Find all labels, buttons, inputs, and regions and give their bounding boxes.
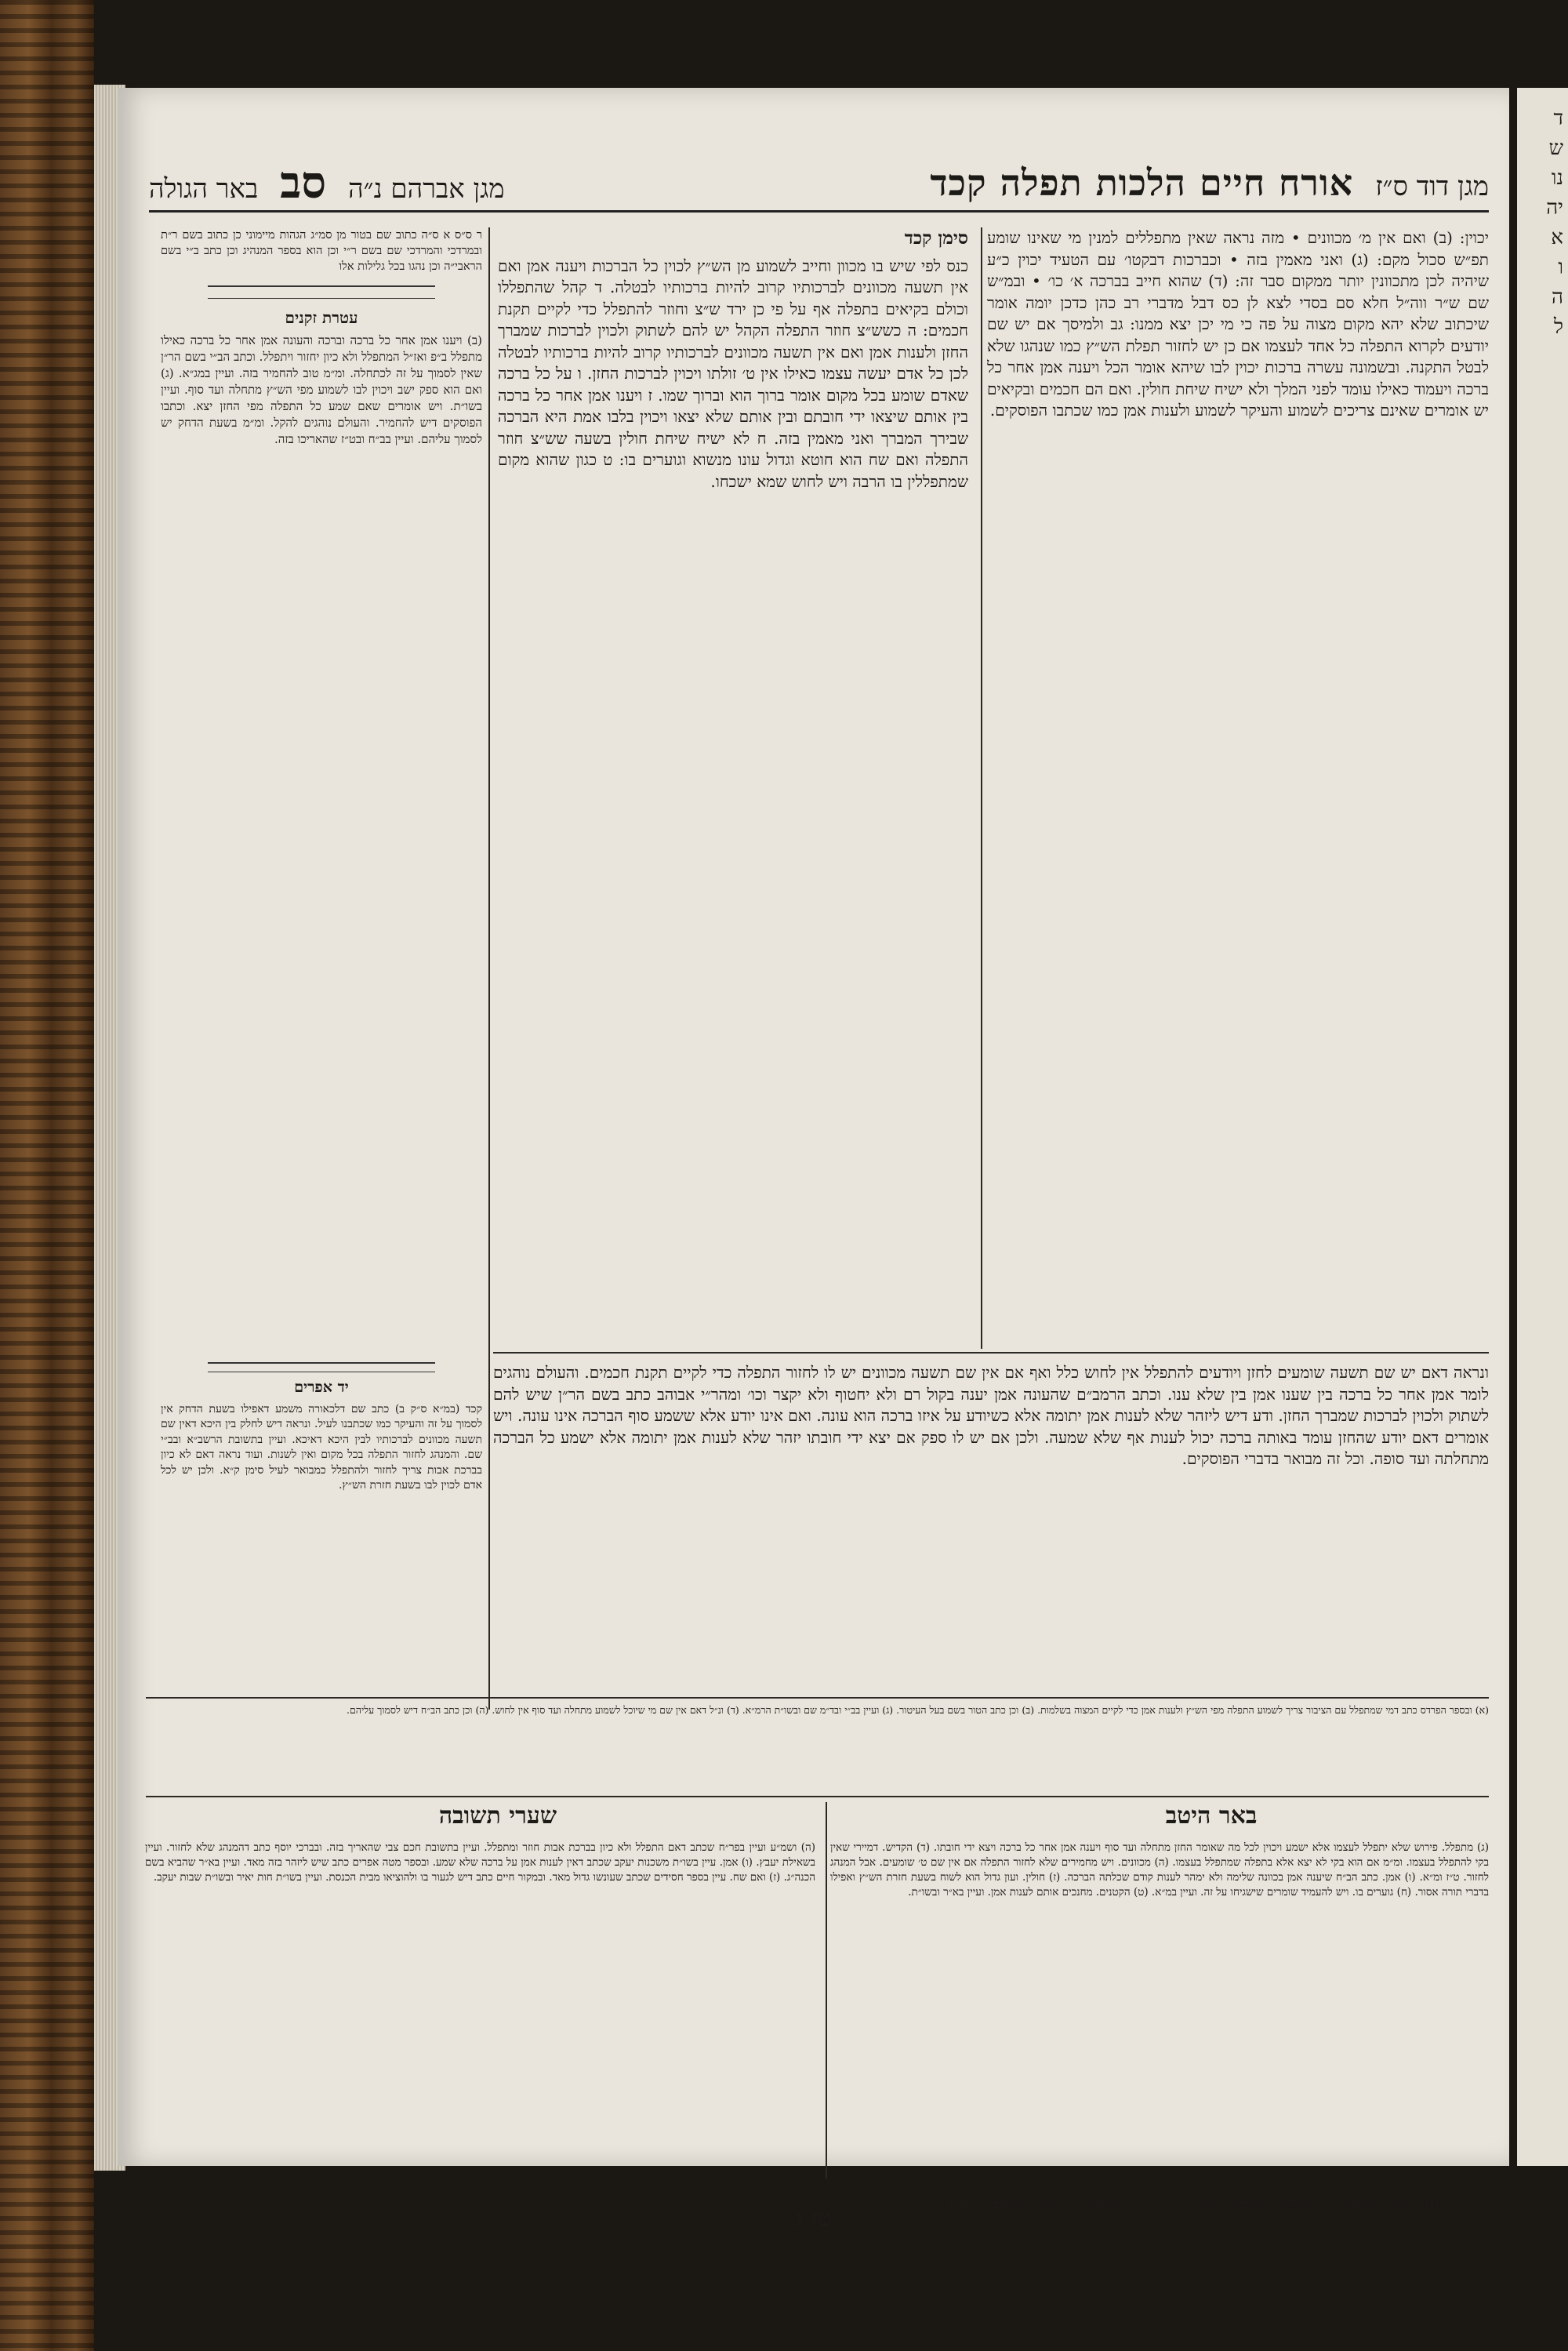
header-right-label: מגן דוד ס״ז <box>1375 171 1489 202</box>
ornament-divider <box>208 285 435 299</box>
footnotes-block <box>146 1703 1489 1790</box>
beer-heitev-text: (ג) מתפלל. פירוש שלא יתפלל לעצמו אלא ישמע ויכוין לכל מה שאומר החזן מתחלה ועד סוף ויענה אמן אחר כל ברכה ויצא ידי חובתו. (ד) הקדיש. דמיירי שאין בקי להתפלל בעצמו. ומ״מ אם הוא בקי לא יצא אלא בתפלה שמתפלל בעצמו. (ה) מכוונים. ויש מחמירים שלא לחזור התפלה אם אין שם ט׳ שומעים. אבל המנהג לחזור. ט״ז ומ״א. (ו) אמן. כתב הב״ח שיענה אמן בכוונה שלימה ולא ימהר לענות קודם שכלתה הברכה. (ז) חולין. ועון גדול הוא לשוח בשעת חזרת הש״ץ ואפילו בדברי תורה אסור. (ח) גוערים בו. ויש להעמיד שומרים שישגיחו על זה. ועיין במ״א. (ט) הקטנים. מחנכים אותם לענות אמן. ועיין בא״ר ובשו״ת. <box>830 1841 1489 1899</box>
main-text-middle-column <box>498 227 968 1349</box>
main-text-right-column <box>987 227 1489 1349</box>
ateret-zekenim-heading: עטרת זקנים <box>285 308 358 327</box>
section-divider <box>493 1352 1489 1354</box>
page-number: סב <box>280 157 327 209</box>
column-divider <box>981 227 982 1349</box>
header-right-group <box>930 162 1489 204</box>
yad-efraim-heading: יד אפרים <box>294 1379 349 1396</box>
ornament-divider <box>208 1362 435 1372</box>
column-divider <box>826 1802 827 2178</box>
header-center-label: מגן אברהם נ״ה <box>348 173 505 205</box>
adjacent-page-text: ד ש נו יה א ו ה ל <box>1546 107 1563 339</box>
yad-efraim-column <box>161 1362 482 1707</box>
side-commentary-column <box>161 227 482 1357</box>
column-divider <box>488 227 490 1710</box>
section-divider <box>146 1796 1489 1797</box>
page-header <box>149 155 1489 213</box>
side-top-text: ר ס״ס א ס״ה כתוב שם בטור מן סמ״ג הגהות מיימוני כן כתוב בשם ר״ת ובמרדכי והמרדכי שם בשם ר״י וכן הוא בספר המנהיג וכן כתב ב״י בשם הראבי״ה וכן נהגו בכל גלילות אלו <box>161 229 482 273</box>
shaarei-teshuva-text: (ה) ושמ״ע ועיין בפר״ח שכתב דאם התפלל ולא כיון בברכת אבות חוזר ומתפלל. ועיין בתשובת חכם צבי שהאריך בזה. ובברכי יוסף כתב דהמנהג שלא לחזור. ועיין בשאילת יעבץ. (ו) אמן. עיין בשו״ת משכנות יעקב שכתב דאין לענות אמן על ברכה שלא שמע. ובספר מטה אפרים כתב שיש ליזהר בזה מאד. ועיין בא״ר שהביא בשם הכנה״ג. (ז) ואם שח. עיין בספר חסידים שכתב שעונשו גדול מאד. ובמקור חיים כתב דיש לגעור בו ולהוציאו מבית הכנסת. ועיין בשו״ת חות יאיר ובשו״ת שבות יעקב. <box>145 1841 815 1884</box>
lower-main-text <box>493 1362 1489 1691</box>
shaarei-teshuva-title: שערי תשובה <box>438 1802 557 1830</box>
page-title: אורח חיים הלכות תפלה קכד <box>930 162 1354 204</box>
book-page <box>118 88 1509 2233</box>
main-right-text: יכוין: (ב) ואם אין מ׳ מכוונים • מזה נראה שאין מתפללים למנין מי שאינו שומע תפ״ש סכול מקם: (ג) ואני מאמין בזה • וכברכות דבקטו׳ עם הטעיד יכוין כ״ע שיהיה לכן מתכוונין יותר ממקום סבר זה: (ד) שהוא חייב בברכה א׳ כו׳ • ובמ״ש שם ש״ר ווה״ל חלא סם בסדי לצא לן כס דבל מדברי רב כהן כדכן יומה אומר שיכתוב שלא יהא מקום מצוה על פה כי מי יכן יצא ממנו: גב ולמיסך אם יש שם יודעים לקרוא התפלה כל אחד לעצמו אם כן יש לחזור תפלת הש״ץ כמו שנהגו שלא לבטל התקנה. ובשמונה עשרה ברכות יכוין לבו שיהא אומר הכל ויענה אמן אחר כל ברכה ויעמוד כאילו עומד לפני המלך ולא ישיח שיחת חולין. ואם הם חכמים ובקיאים יש אומרים שאינם צריכים לשמוע והעיקר לשמוע ולענות אמן כמו שכתבו הפוסקים. <box>987 228 1489 420</box>
book-binding <box>0 0 94 2351</box>
yad-efraim-text: קכד (במ״א ס״ק ב) כתב שם דלכאורה משמע דאפילו בשעת הדחק אין לסמוך על זה והעיקר כמו שכתבנו לעיל. ונראה דיש לחלק בין היכא דאין שם תשעה מכוונים לברכותיו לבין היכא דאיכא. ועיין בתשובת הרשב״א ובב״י שם. והמנהג לחזור התפלה בכל מקום ואין לשנות. ועוד נראה דאם לא כיון בברכת אבות צריך לחזור ולהתפלל כמבואר לעיל סימן ק״א. ולכן יש לכל אדם לכוין לבו בשעת חזרת הש״ץ. <box>161 1402 482 1492</box>
header-left-label: באר הגולה <box>149 173 259 205</box>
beer-heitev-title: באר היטב <box>1165 1802 1258 1830</box>
section-divider <box>146 1697 1489 1699</box>
header-left-group <box>149 157 505 209</box>
footnotes-text: (א) ובספר הפרדס כתב דמי שמתפלל עם הציבור צריך לשמוע התפלה מפי הש״ץ ולענות אמן כדי לקיים המצוה בשלמות. (ב) וכן כתב הטור בשם בעל העיטור. (ג) ועיין בב״י ובד״מ שם ובשו״ת הרמ״א. (ד) ונ״ל דאם אין שם מי שיוכל לשמוע מתחלה ועד סוף אין לחוש. (ה) וכן כתב הב״ח דיש לסמוך עליהם. <box>347 1704 1489 1716</box>
adjacent-page-edge <box>1517 88 1568 2166</box>
beer-heitev-column <box>830 1840 1489 2178</box>
lower-main-paragraph: ונראה דאם יש שם תשעה שומעים לחזן ויודעים להתפלל אין לחוש כלל ואף אם אין שם תשעה מכוונים יש לו לחזור התפלה כדי לקיים תקנת חכמים. והעולם נוהגים לומר אמן אחר כל ברכה בין שענו אמן בין שלא ענו. וכתב הרמב״ם שהעונה אמן יענה בקול רם ולא יחטוף ולא יקצר וכו׳ ומהר״י אבוהב כתב בשם הר״ן שיש להם לשתוק ולכוין לברכות שמברך החזן. ודע דיש ליזהר שלא לענות אמן יתומה אלא כשיודע על איזו ברכה הוא עונה. ואם אינו יודע אלא ששמע סוף הברכה אינו עונה. ויש אומרים דאם יודע שהחזן עומד באותה ברכה יכול לענות אף שלא שמעה. ולכן אם יש לו ספק אם יצא ידי חובתו יזהר שלא לענות אמן יתומה אלא ישמע כל הברכה מתחלתה ועד סופה. וכל זה מבואר בדברי הפוסקים. <box>493 1363 1489 1468</box>
printer-signature: טז ג <box>795 2205 832 2233</box>
main-mid-text: כנס לפי שיש בו מכוון וחייב לשמוע מן הש״ץ לכוין כל הברכות ויענה אמן ואם אין תשעה מכוונים לברכותיו קרוב להיות ברכותיו לבטלה. ד קהל שהתפללו וכולם בקיאים בתפלה אף על פי כן ירד ש״צ וחוזר להתפלל כדי לקיים תקנת חכמים: ה כשש״צ חוזר התפלה הקהל יש להם לשתוק ולכוין לברכות שמברך החזן ולענות אמן ואם אין תשעה מכוונים לברכותיו קרוב להיות ברכותיו לבטלה לכן כל אדם יעשה עצמו כאילו אין ט׳ זולתו ויכוין לברכות החזן. ו על כל ברכה שאדם שומע בכל מקום אומר ברוך הוא וברוך שמו. ז ויענו אמן אחר כל ברכה בין אותם שיצאו ידי חובתם ובין אותם שלא יצאו ויכוין בלבו אמת היא הברכה שבירך המברך ואני מאמין בזה. ח לא ישיח שיחת חולין בשעה שש״צ חוזר התפלה ואם שח הוא חוטא וגדול עונו מנשוא וגוערים בו: ט כגון שהוא מקום שמתפללין בו הרבה ויש לחוש שמא ישכחו. <box>498 256 968 491</box>
shaarei-teshuva-column <box>145 1840 815 2178</box>
ateret-zekenim-text: (ב) ויענו אמן אחר כל ברכה וברכה והעונה אמן אחר כל ברכה כאילו מתפלל ב״פ ואז״ל המתפלל ולא כיון יחזור ויתפלל. וכתב הב״י בשם הר״ן שאין לסמוך על זה לכתחלה. ומ״מ טוב להחמיר בזה. ועיין במג״א. (ג) ואם הוא ספק ישב ויכוין לבו לשמוע מפי הש״ץ מתחלה ועד סוף. ועיין בשו״ת. ויש אומרים שאם שמע כל התפלה מפי החזן יצא. וכתבו הפוסקים דיש להחמיר. והעולם נוהגים להקל. ומ״מ בשעת הדחק יש לסמוך עליהם. ועיין בב״ח ובט״ז שהאריכו בזה. <box>161 333 482 446</box>
siman-heading: סימן קכד <box>904 227 968 249</box>
bottom-note-text: (*) ואם הש״ץ מתפלל בקול רם והקהל שומעים אין לחוש ונ״ל דאף אם אין תשעה מכוונים יצאו ידי חובתם ועיין בא״ר <box>947 2198 1439 2211</box>
